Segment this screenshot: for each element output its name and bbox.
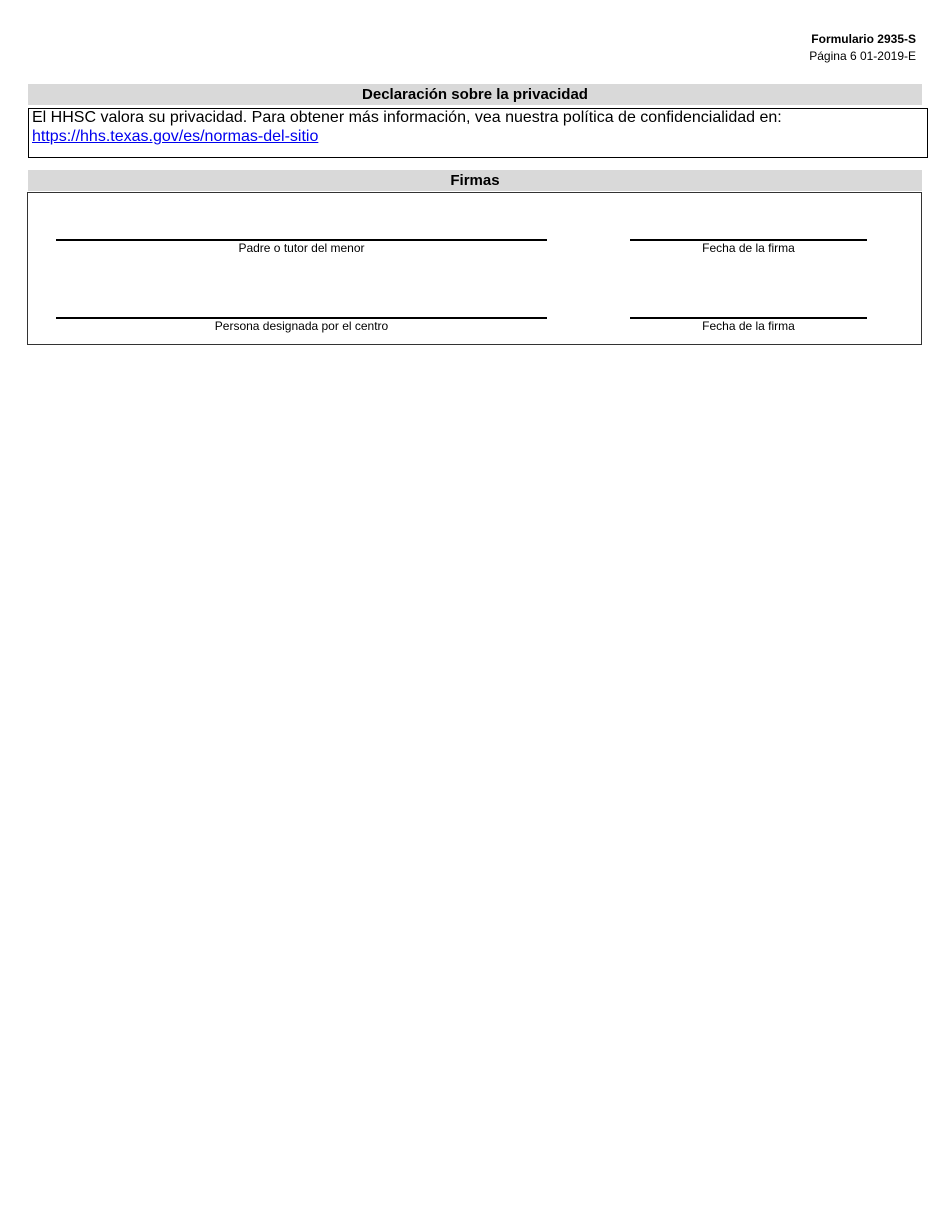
center-date-label: Fecha de la firma xyxy=(702,319,795,333)
privacy-policy-link[interactable]: https://hhs.texas.gov/es/normas-del-sitio xyxy=(32,127,319,145)
parent-signature-label: Padre o tutor del menor xyxy=(238,241,365,255)
signatures-box xyxy=(27,192,922,345)
privacy-text: El HHSC valora su privacidad. Para obtener más información, vea nuestra política de confidencialidad en: xyxy=(32,109,782,126)
signatures-section-title: Firmas xyxy=(28,170,922,191)
center-signature-label: Persona designada por el centro xyxy=(214,319,389,333)
form-header xyxy=(809,31,916,65)
page-info: Página 6 01-2019-E xyxy=(809,49,916,63)
parent-date-label: Fecha de la firma xyxy=(702,241,795,255)
privacy-statement xyxy=(32,109,914,146)
form-number: Formulario 2935-S xyxy=(811,32,916,46)
privacy-statement-box xyxy=(28,108,928,158)
privacy-section-title: Declaración sobre la privacidad xyxy=(28,84,922,105)
